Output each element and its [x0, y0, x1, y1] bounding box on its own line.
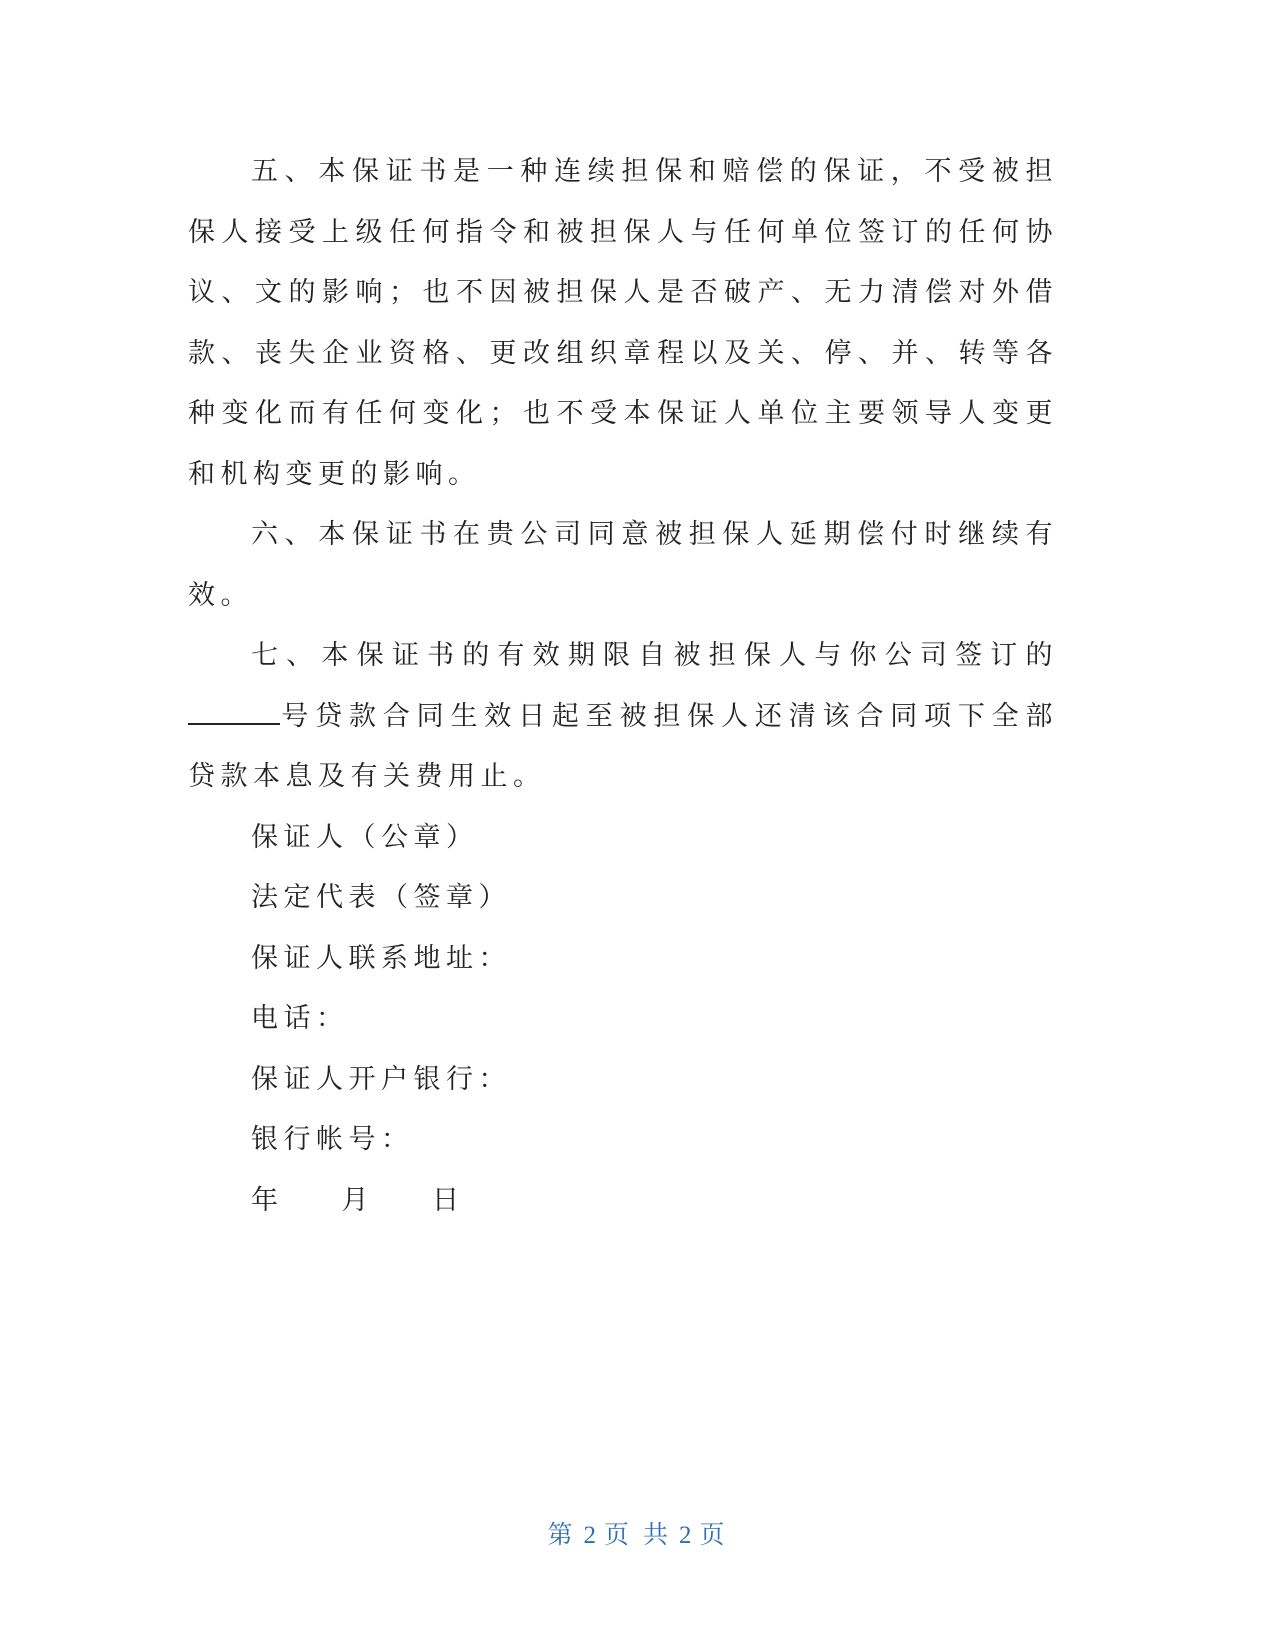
legal-representative-line: 法定代表（签章）	[251, 882, 511, 913]
clause-seven	[188, 626, 1058, 808]
phone-line: 电话：	[251, 1003, 349, 1034]
date-day: 日	[432, 1184, 465, 1216]
clause-five: 五、本保证书是一种连续担保和赔偿的保证，不受被担保人接受上级任何指令和被担保人与任何单位签订的任何协议、文的影响；也不因被担保人是否破产、无力清偿对外借款、丧失企业资格、更改组织章程以及关、停、并、转等各种变化而有任何变化；也不受本保证人单位主要领导人变更和机构变更的影响。	[188, 156, 1058, 490]
guarantor-seal-line: 保证人（公章）	[251, 821, 479, 853]
contract-number-blank	[188, 699, 280, 725]
date-month: 月	[341, 1184, 374, 1216]
footer-current-page: 2	[583, 1522, 597, 1549]
footer-prefix: 第	[547, 1520, 576, 1549]
clause-seven-text-before: 七、本保证书的有效期限自被担保人与你公司签订的	[251, 640, 1058, 671]
bank-line: 保证人开户银行：	[251, 1063, 511, 1095]
account-line: 银行帐号：	[251, 1124, 414, 1155]
footer-middle: 页 共	[604, 1520, 671, 1549]
date-line	[188, 1171, 1058, 1232]
footer-total-pages: 2	[678, 1522, 692, 1549]
clause-six: 六、本保证书在贵公司同意被担保人延期偿付时继续有效。	[188, 519, 1058, 611]
footer-suffix: 页	[699, 1520, 728, 1549]
document-body	[188, 142, 1058, 1231]
date-year: 年	[251, 1184, 284, 1216]
page-footer	[0, 1518, 1275, 1553]
clause-seven-text-after: 号贷款合同生效日起至被担保人还清该合同项下全部贷款本息及有关费用止。	[188, 700, 1058, 792]
guarantor-address-line: 保证人联系地址：	[251, 942, 511, 974]
